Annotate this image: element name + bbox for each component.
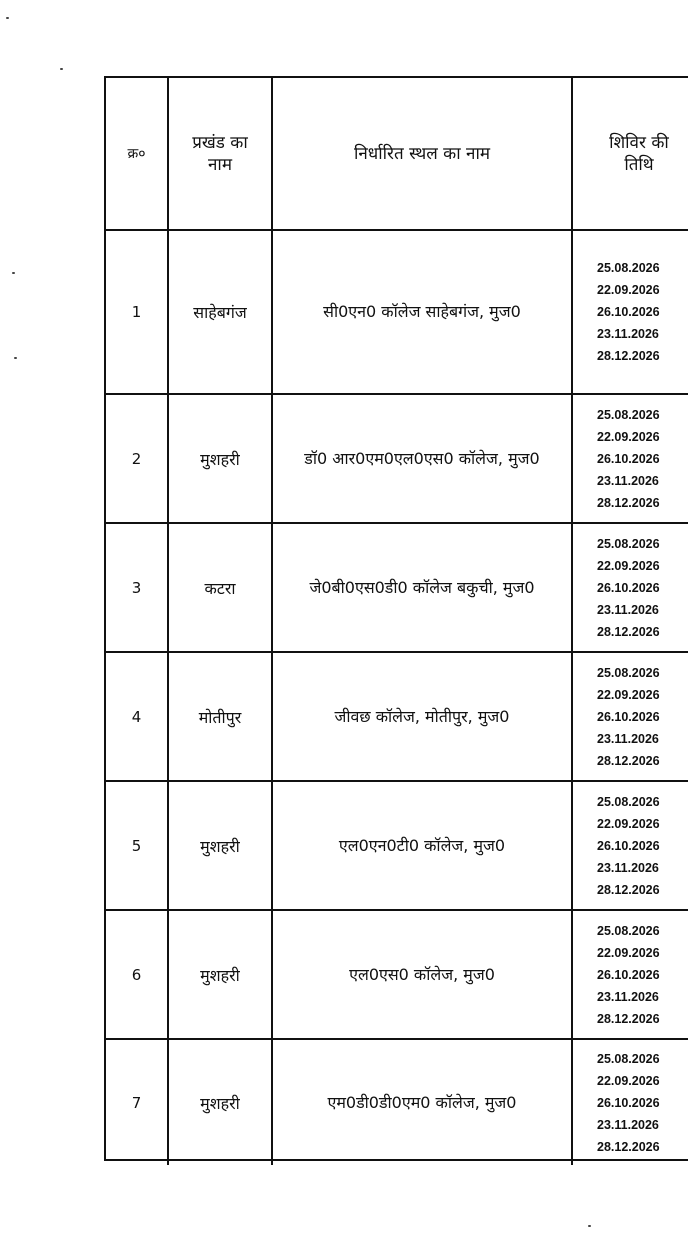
header-place: निर्धारित स्थल का नाम: [272, 78, 572, 230]
scan-speck: [14, 357, 17, 359]
camp-date: 28.12.2026: [597, 753, 660, 768]
camp-date: 23.11.2026: [597, 989, 659, 1004]
camp-date: 23.11.2026: [597, 1117, 659, 1132]
camp-date: 28.12.2026: [597, 495, 660, 510]
serial-cell: 4: [106, 652, 168, 781]
camp-date: 26.10.2026: [597, 967, 660, 982]
camp-date: 25.08.2026: [597, 1051, 660, 1066]
table-row: [106, 1039, 688, 1165]
header-date: शिविर की तिथि: [572, 78, 688, 230]
camp-date: 26.10.2026: [597, 451, 660, 466]
camp-date: 28.12.2026: [597, 1011, 660, 1026]
dates-cell: [572, 523, 688, 652]
camp-date: 28.12.2026: [597, 349, 660, 363]
camp-date: 23.11.2026: [597, 473, 659, 488]
place-cell: सी0एन0 कॉलेज साहेबगंज, मुज0: [272, 230, 572, 394]
table-row: [106, 230, 688, 394]
block-cell: साहेबगंज: [168, 230, 272, 394]
serial-cell: 3: [106, 523, 168, 652]
scan-speck: [12, 272, 15, 274]
camp-date: 26.10.2026: [597, 838, 660, 853]
dates-cell: [572, 230, 688, 394]
dates-cell: [572, 652, 688, 781]
block-cell: कटरा: [168, 523, 272, 652]
header-serial: क्र०: [106, 78, 168, 230]
place-cell: एल0एन0टी0 कॉलेज, मुज0: [272, 781, 572, 910]
scan-speck: [588, 1225, 591, 1227]
dates-cell: [572, 781, 688, 910]
serial-cell: 7: [106, 1039, 168, 1165]
serial-cell: 5: [106, 781, 168, 910]
table-row: [106, 523, 688, 652]
camp-date: 26.10.2026: [597, 1095, 660, 1110]
table-row: [106, 394, 688, 523]
camp-date: 25.08.2026: [597, 536, 660, 551]
dates-cell: [572, 910, 688, 1039]
schedule-table-frame: [104, 76, 688, 1161]
camp-date: 25.08.2026: [597, 794, 660, 809]
camp-date: 22.09.2026: [597, 945, 660, 960]
table-row: [106, 910, 688, 1039]
scan-speck: [60, 68, 63, 70]
camp-date: 26.10.2026: [597, 305, 660, 319]
place-cell: जे0बी0एस0डी0 कॉलेज बकुची, मुज0: [272, 523, 572, 652]
camp-date: 26.10.2026: [597, 580, 660, 595]
camp-date: 23.11.2026: [597, 327, 659, 341]
dates-cell: [572, 394, 688, 523]
place-cell: डॉ0 आर0एम0एल0एस0 कॉलेज, मुज0: [272, 394, 572, 523]
camp-date: 25.08.2026: [597, 261, 660, 275]
camp-date: 23.11.2026: [597, 860, 659, 875]
camp-date: 22.09.2026: [597, 816, 660, 831]
camp-date: 25.08.2026: [597, 665, 660, 680]
serial-cell: 1: [106, 230, 168, 394]
camp-date: 22.09.2026: [597, 687, 660, 702]
place-cell: जीवछ कॉलेज, मोतीपुर, मुज0: [272, 652, 572, 781]
dates-cell: [572, 1039, 688, 1165]
header-block: प्रखंड का नाम: [168, 78, 272, 230]
camp-date: 28.12.2026: [597, 882, 660, 897]
camp-date: 28.12.2026: [597, 1139, 660, 1154]
scan-speck: [6, 17, 9, 19]
camp-date: 25.08.2026: [597, 923, 660, 938]
serial-cell: 6: [106, 910, 168, 1039]
block-cell: मुशहरी: [168, 394, 272, 523]
place-cell: एम0डी0डी0एम0 कॉलेज, मुज0: [272, 1039, 572, 1165]
camp-date: 22.09.2026: [597, 558, 660, 573]
camp-date: 26.10.2026: [597, 709, 660, 724]
block-cell: मुशहरी: [168, 1039, 272, 1165]
camp-date: 22.09.2026: [597, 283, 660, 297]
table-body: [106, 230, 688, 1165]
table-row: [106, 781, 688, 910]
place-cell: एल0एस0 कॉलेज, मुज0: [272, 910, 572, 1039]
camp-schedule-table: [106, 78, 688, 1165]
serial-cell: 2: [106, 394, 168, 523]
block-cell: मुशहरी: [168, 781, 272, 910]
camp-date: 22.09.2026: [597, 1073, 660, 1088]
camp-date: 23.11.2026: [597, 602, 659, 617]
table-row: [106, 652, 688, 781]
camp-date: 23.11.2026: [597, 731, 659, 746]
camp-date: 22.09.2026: [597, 429, 660, 444]
camp-date: 25.08.2026: [597, 407, 660, 422]
camp-date: 28.12.2026: [597, 624, 660, 639]
block-cell: मोतीपुर: [168, 652, 272, 781]
table-header-row: [106, 78, 688, 230]
block-cell: मुशहरी: [168, 910, 272, 1039]
